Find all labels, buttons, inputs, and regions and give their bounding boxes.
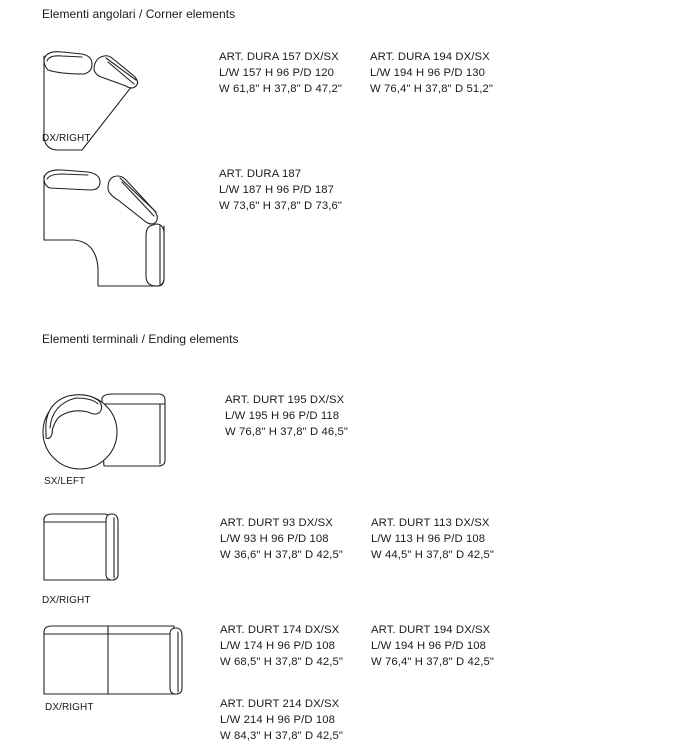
durt-174-spec xyxy=(220,622,343,671)
durt-174-side-label: DX/RIGHT xyxy=(45,702,94,713)
dura-157-article: ART. DURA 157 DX/SX xyxy=(219,51,339,63)
durt-195-imperial: W 76,8" H 37,8" D 46,5" xyxy=(225,426,348,439)
durt-194-article: ART. DURT 194 DX/SX xyxy=(371,624,491,636)
corner-section-title: Elementi angolari / Corner elements xyxy=(42,7,236,21)
durt-214-spec xyxy=(220,696,343,745)
dura-194-metric: L/W 194 H 96 P/D 130 xyxy=(370,67,486,80)
durt-174-imperial: W 68,5" H 37,8" D 42,5" xyxy=(220,656,343,669)
durt-194-imperial: W 76,4" H 37,8" D 42,5" xyxy=(371,656,494,669)
durt-194-spec xyxy=(371,622,494,671)
durt-93-imperial: W 36,6" H 37,8" D 42,5" xyxy=(220,549,343,562)
dura-187-article: ART. DURA 187 xyxy=(219,168,302,180)
durt-93-article: ART. DURT 93 DX/SX xyxy=(220,517,333,529)
durt-113-article: ART. DURT 113 DX/SX xyxy=(371,517,490,529)
durt-214-article: ART. DURT 214 DX/SX xyxy=(220,698,340,710)
dura-157-metric: L/W 157 H 96 P/D 120 xyxy=(219,67,335,80)
durt-113-metric: L/W 113 H 96 P/D 108 xyxy=(371,533,486,546)
durt-195-metric: L/W 195 H 96 P/D 118 xyxy=(225,410,340,423)
dura-157-side-label: DX/RIGHT xyxy=(42,133,91,144)
durt-174-metric: L/W 174 H 96 P/D 108 xyxy=(220,640,336,653)
durt-195-side-label: SX/LEFT xyxy=(44,476,86,487)
dura-194-imperial: W 76,4" H 37,8" D 51,2" xyxy=(370,83,493,96)
durt-93-side-label: DX/RIGHT xyxy=(42,595,91,606)
durt-214-metric: L/W 214 H 96 P/D 108 xyxy=(220,714,336,727)
dura-187-imperial: W 73,6" H 37,8" D 73,6" xyxy=(219,200,342,213)
durt-214-imperial: W 84,3" H 37,8" D 42,5" xyxy=(220,730,343,743)
durt-195-article: ART. DURT 195 DX/SX xyxy=(225,394,345,406)
ending-section-title: Elementi terminali / Ending elements xyxy=(42,332,239,346)
durt-174-article: ART. DURT 174 DX/SX xyxy=(220,624,340,636)
dura-194-article: ART. DURA 194 DX/SX xyxy=(370,51,490,63)
dura-157-imperial: W 61,8" H 37,8" D 47,2" xyxy=(219,83,342,96)
durt-113-imperial: W 44,5" H 37,8" D 42,5" xyxy=(371,549,494,562)
durt-93-metric: L/W 93 H 96 P/D 108 xyxy=(220,533,329,546)
dura-187-metric: L/W 187 H 96 P/D 187 xyxy=(219,184,335,197)
durt-194-metric: L/W 194 H 96 P/D 108 xyxy=(371,640,487,653)
